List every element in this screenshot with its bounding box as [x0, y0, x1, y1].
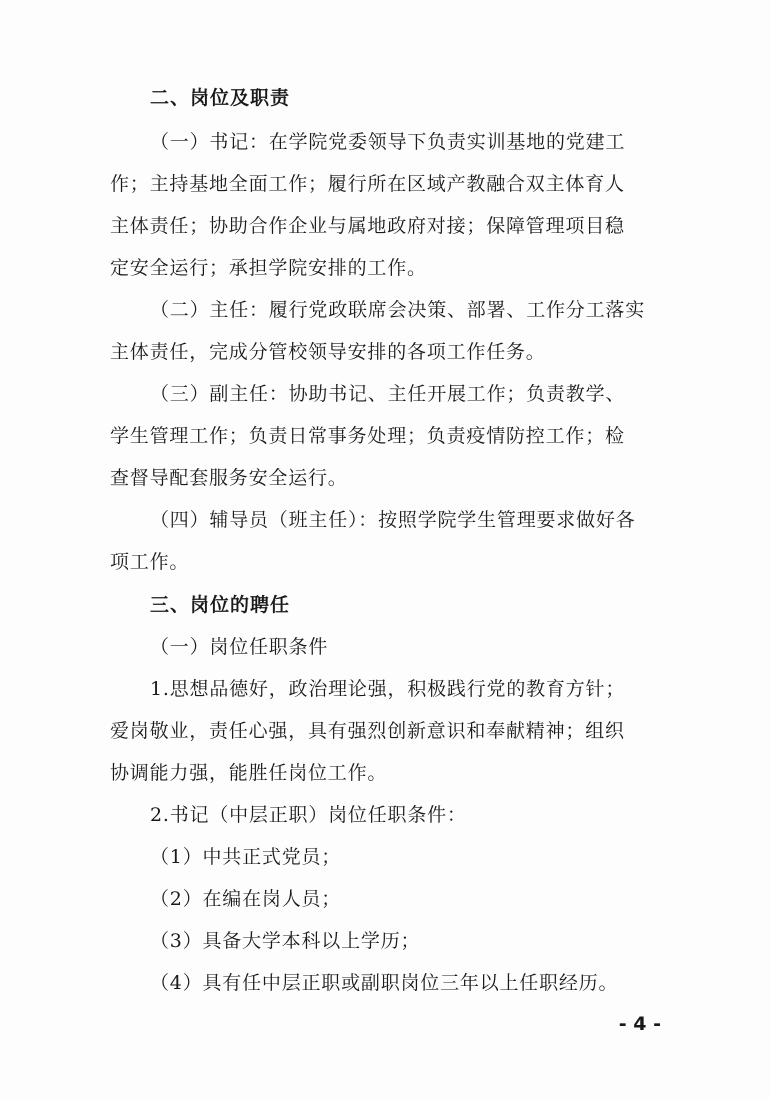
- paragraph-line: 作；主持基地全面工作；履行所在区域产教融合双主体育人: [110, 173, 625, 195]
- list-item: （2）在编在岗人员；: [150, 888, 342, 910]
- list-item: （4）具有任中层正职或副职岗位三年以上任职经历。: [150, 972, 619, 994]
- paragraph-line: （一）书记：在学院党委领导下负责实训基地的党建工: [150, 131, 626, 153]
- list-item: （3）具备大学本科以上学历；: [150, 930, 421, 952]
- list-item: （1）中共正式党员；: [150, 846, 342, 868]
- paragraph-line: （四）辅导员（班主任）：按照学院学生管理要求做好各: [150, 509, 636, 531]
- paragraph-line: 2.书记（中层正职）岗位任职条件：: [150, 804, 467, 826]
- paragraph-line: （三）副主任：协助书记、主任开展工作；负责教学、: [150, 383, 626, 405]
- paragraph-line: 主体责任；协助合作企业与属地政府对接；保障管理项目稳: [110, 215, 625, 237]
- paragraph-line: 1.思想品德好，政治理论强，积极践行党的教育方针；: [150, 678, 626, 700]
- section-heading-2: 二、岗位及职责: [150, 87, 291, 109]
- paragraph-line: 爱岗敬业，责任心强，具有强烈创新意识和奉献精神；组织: [110, 720, 625, 742]
- paragraph-line: （二）主任：履行党政联席会决策、部署、工作分工落实: [150, 299, 646, 321]
- paragraph-line: 主体责任，完成分管校领导安排的各项工作任务。: [110, 341, 546, 363]
- paragraph-line: 项工作。: [110, 551, 190, 573]
- section-heading-3: 三、岗位的聘任: [150, 594, 291, 616]
- paragraph-line: 定安全运行；承担学院安排的工作。: [110, 257, 427, 279]
- paragraph-line: 协调能力强，能胜任岗位工作。: [110, 762, 388, 784]
- subsection-heading: （一）岗位任职条件: [150, 636, 329, 658]
- paragraph-line: 学生管理工作；负责日常事务处理；负责疫情防控工作；检: [110, 425, 625, 447]
- page-number: - 4 -: [618, 1013, 661, 1035]
- paragraph-line: 查督导配套服务安全运行。: [110, 467, 348, 489]
